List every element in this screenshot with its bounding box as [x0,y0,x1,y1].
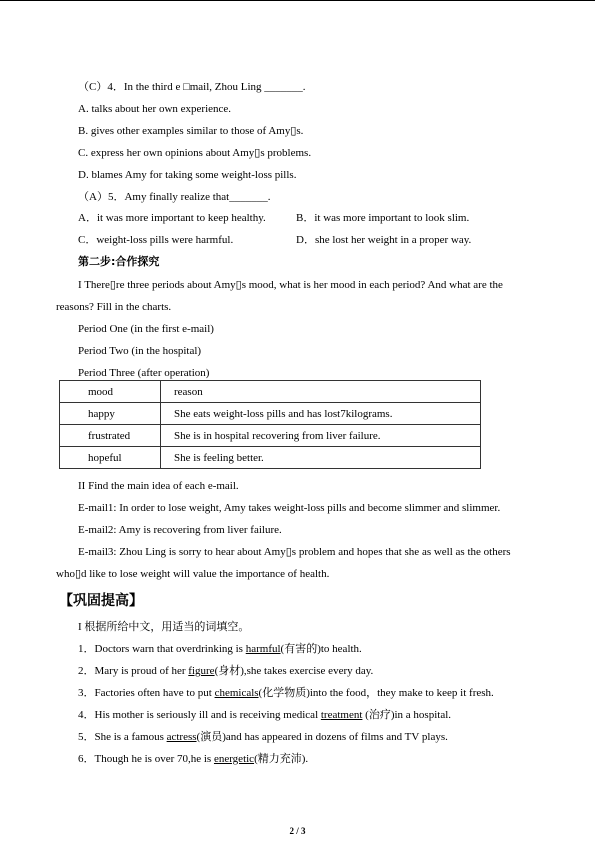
fill-item-3 [78,686,494,700]
consolidate-heading: 【巩固提高】 [59,593,143,609]
table-header-row [60,381,481,403]
table-cell-mood: hopeful [60,447,161,469]
task2-heading: II Find the main idea of each e-mail. [78,480,239,492]
period-one: Period One (in the first e-mail) [78,323,214,335]
fill-item-answer: energetic [213,753,255,765]
fill-item-text: (化学物质)into the food，they make to keep it fresh. [258,687,494,699]
fill-item-text: 2．Mary is proud of her [78,665,189,677]
fill-item-6 [78,752,308,766]
table-row [60,425,481,447]
question-5-option-b: B．it was more important to look slim. [296,212,470,224]
question-5-option-d: D．she lost her weight in a proper way. [296,234,472,246]
fill-item-text: 1．Doctors warn that overdrinking is [78,643,246,655]
question-4-option-a: A. talks about her own experience. [78,103,232,115]
question-4-stem: （C）4．In the third e □mail, Zhou Ling _______. [78,81,306,93]
fill-item-5 [78,730,448,744]
fill-item-1 [78,642,362,656]
table-header-reason: reason [161,381,481,403]
table-cell-reason: She eats weight-loss pills and has lost7kilograms. [161,403,481,425]
mood-table [59,380,481,469]
consolidate-instruction: I 根据所给中文，用适当的词填空。 [78,621,250,633]
question-4-option-b: B. gives other examples similar to those of Amy▯s. [78,125,304,137]
period-three: Period Three (after operation) [78,367,210,379]
fill-item-text: 3．Factories often have to put [78,687,215,699]
table-header-mood: mood [60,381,161,403]
period-two: Period Two (in the hospital) [78,345,202,357]
email3-summary-line2: who▯d like to lose weight will value the importance of health. [56,568,330,580]
email3-summary-line1: E-mail3: Zhou Ling is sorry to hear about Amy▯s problem and hopes that she as well as the others [78,546,511,558]
question-5-option-c: C．weight-loss pills were harmful. [78,234,234,246]
fill-item-text: 4．His mother is seriously ill and is receiving medical [78,709,321,721]
fill-item-text: (身材),she takes exercise every day. [214,665,374,677]
page-top-rule [0,0,595,1]
page-number: 2 / 3 [289,826,306,836]
fill-item-answer: figure [188,665,215,677]
table-cell-mood: frustrated [60,425,161,447]
fill-item-4 [78,708,451,722]
task1-line1: I There▯re three periods about Amy▯s mood, what is her mood in each period? And what are the [78,279,503,291]
question-4-option-c: C. express her own opinions about Amy▯s problems. [78,147,312,159]
fill-item-answer: treatment [320,709,363,721]
table-row [60,447,481,469]
table-cell-reason: She is in hospital recovering from liver failure. [161,425,481,447]
fill-item-text: (有害的)to health. [280,643,362,655]
fill-item-2 [78,664,373,678]
fill-item-text: (治疗)in a hospital. [362,709,452,721]
table-cell-reason: She is feeling better. [161,447,481,469]
fill-item-answer: chemicals [214,687,259,699]
table-row [60,403,481,425]
fill-item-text: 6．Though he is over 70,he is [78,753,214,765]
fill-item-text: (精力充沛). [254,753,309,765]
question-5-option-a: A．it was more important to keep healthy. [78,212,266,224]
fill-item-answer: actress [166,731,197,743]
email1-summary: E-mail1: In order to lose weight, Amy takes weight-loss pills and become slimmer and slimmer. [78,502,501,514]
table-cell-mood: happy [60,403,161,425]
task1-line2: reasons? Fill in the charts. [56,301,172,313]
fill-item-text: (演员)and has appeared in dozens of films and TV plays. [196,731,448,743]
email2-summary: E-mail2: Amy is recovering from liver failure. [78,524,282,536]
fill-item-text: 5．She is a famous [78,731,167,743]
step2-heading: 第二步:合作探究 [78,255,160,268]
question-4-option-d: D. blames Amy for taking some weight-loss pills. [78,169,297,181]
fill-item-answer: harmful [245,643,281,655]
question-5-stem: （A）5．Amy finally realize that_______. [78,191,271,203]
